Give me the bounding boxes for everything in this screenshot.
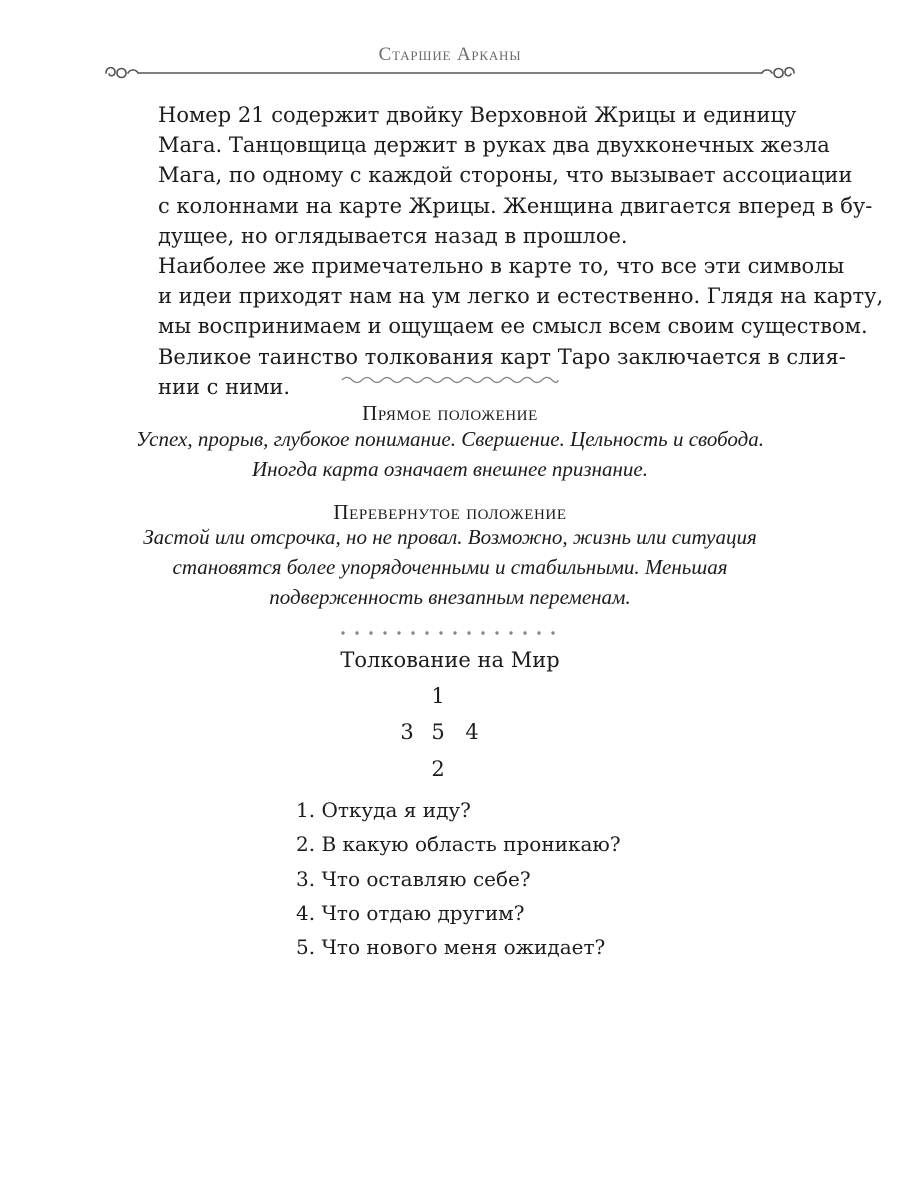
- paragraph-line: с колоннами на карте Жрицы. Женщина двигается вперед в бу-: [158, 193, 873, 218]
- paragraph-line: дущее, но оглядывается назад в прошлое.: [158, 223, 628, 248]
- paragraph-line: Мага. Танцовщица держит в руках два двухконечных жезла: [158, 133, 830, 158]
- paragraph-line: Мага, по одному с каждой стороны, что вызывает ассоциации: [158, 163, 853, 188]
- header-ornament-rule: [100, 58, 800, 88]
- spread-title: Толкование на Мир: [340, 648, 560, 672]
- paragraph-1: [158, 100, 873, 251]
- reversed-meaning: [100, 522, 800, 612]
- spread-position-bottom: 2: [431, 757, 445, 781]
- spread-position-top: 1: [431, 684, 445, 708]
- question-item: 4. Что отдаю другим?: [296, 900, 525, 925]
- question-item: 3. Что оставляю себе?: [296, 866, 531, 891]
- running-header: Старшие Арканы: [378, 44, 522, 65]
- question-item: 2. В какую область проникаю?: [296, 832, 621, 857]
- paragraph-line: и идеи приходят нам на ум легко и естественно. Глядя на карту,: [158, 284, 884, 309]
- reversed-line: подверженность внезапным переменам.: [269, 585, 631, 609]
- paragraph-line: Великое таинство толкования карт Таро заключается в слия-: [158, 344, 846, 369]
- question-item: 1. Откуда я иду?: [296, 798, 471, 822]
- spread-questions: [296, 793, 621, 964]
- paragraph-line: нии с ними.: [158, 374, 291, 399]
- paragraph-line: Наиболее же примечательно в карте то, что все эти символы: [158, 254, 845, 279]
- paragraph-line: Номер 21 содержит двойку Верховной Жрицы и единицу: [158, 103, 797, 127]
- reversed-title: Перевернутое положение: [333, 500, 567, 524]
- upright-line: Иногда карта означает внешнее признание.: [252, 457, 648, 481]
- wave-divider: [340, 372, 560, 388]
- question-item: 5. Что нового меня ожидает?: [296, 935, 606, 960]
- dot-divider: [338, 628, 562, 638]
- paragraph-line: мы воспринимаем и ощущаем ее смысл всем своим существом.: [158, 314, 868, 339]
- upright-title: Прямое положение: [362, 401, 538, 425]
- upright-line: Успех, прорыв, глубокое понимание. Свершение. Цельность и свобода.: [136, 427, 764, 451]
- spread-position-right: 4: [465, 720, 479, 744]
- reversed-line: Застой или отсрочка, но не провал. Возможно, жизнь или ситуация: [143, 525, 757, 549]
- spread-position-left: 3: [400, 720, 414, 744]
- spread-position-center: 5: [431, 720, 445, 744]
- upright-meaning: [100, 424, 800, 484]
- body-text: [158, 100, 884, 402]
- reversed-line: становятся более упорядоченными и стабильными. Меньшая: [172, 555, 728, 579]
